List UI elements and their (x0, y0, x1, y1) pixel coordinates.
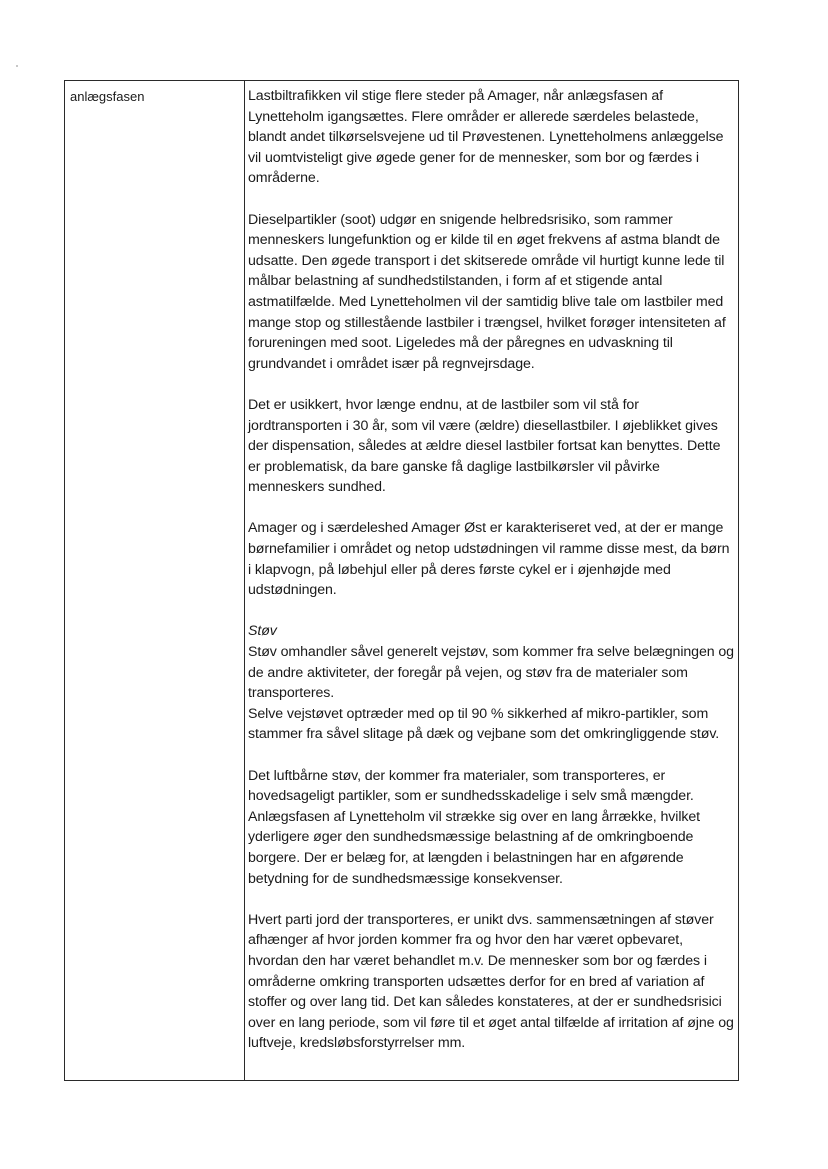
scan-speck (16, 65, 18, 67)
paragraph-luftbaarne-stov: Det luftbårne støv, der kommer fra materialer, som transporteres, er hovedsageligt partikler, som er sundhedsskadelige i selv små mængder. Anlægsfasen af Lynetteholm vil strække sig over en lang årrække, hvilket yderligere øger den sundhedsmæssige belastning af de omkringboende borgere. Der er belæg for, at længden i belastningen har en afgørende betydning for de sundhedsmæssige konsekvenser. (248, 767, 701, 887)
paragraph-jord-parti: Hvert parti jord der transporteres, er unikt dvs. sammensætningen af støver afhænger af hvor jorden kommer fra og hvor den har været opbevaret, hvordan den har været behandlet m.v. De mennesker som bor og færdes i områderne omkring transporten udsættes derfor for en bred af variation af stoffer og over lang tid. Det kan således konstateres, at der er sundhedsrisici over en lang periode, som vil føre til et øget antal tilfælde af irritation af øjne og luftveje, kredsløbsforstyrrelser mm. (248, 911, 734, 1052)
column-divider (244, 81, 245, 1080)
paragraph-dieselpartikler: Dieselpartikler (soot) udgør en snigende helbredsrisiko, som rammer menneskers lungefunktion og er kilde til en øget frekvens af astma blandt de udsatte. Den øgede transport i det skitserede område vil hurtigt kunne lede til målbar belastning af sundhedstilstanden, i form af et stigende antal astmatilfælde. Med Lynetteholmen vil der samtidig blive tale om lastbiler med mange stop og stillestående lastbiler i trængsel, hvilket forøger intensiteten af forureningen med soot. Ligeledes må der påregnes en udvaskning til grundvandet i området især på regnvejrsdage. (248, 211, 726, 372)
paragraph-stov-2: Selve vejstøvet optræder med op til 90 % sikkerhed af mikro-partikler, som stammer fra såvel slitage på dæk og vejbane som det omkringliggende støv. (248, 705, 720, 743)
paragraph-amager-ost: Amager og i særdeleshed Amager Øst er karakteriseret ved, at der er mange børnefamilier i området og netop udstødningen vil ramme disse mest, da børn i klapvogn, på løbehjul eller på deres første cykel er i øjenhøjde med udstødningen. (248, 520, 730, 599)
left-cell-label: anlægsfasen (70, 89, 145, 104)
document-table (64, 80, 739, 1081)
paragraph-lastbiltrafik: Lastbiltrafikken vil stige flere steder på Amager, når anlægsfasen af Lynetteholm igangsættes. Flere områder er allerede særdeles belastede, blandt andet tilkørselsvejene ud til Prøvestenen. Lynetteholmens anlæggelse vil uomtvisteligt give øgede gener for de mennesker, som bor og færdes i områderne. (248, 88, 724, 187)
paragraph-usikkert: Det er usikkert, hvor længe endnu, at de lastbiler som vil stå for jordtransporten i 30 år, som vil være (ældre) diesellastbiler. I øjeblikket gives der dispensation, således at ældre diesel lastbiler fortsat kan benyttes. Dette er problematisk, da bare ganske få daglige lastbilkørsler vil påvirke menneskers sundhed. (248, 396, 721, 496)
right-cell-body (248, 86, 734, 1054)
subheading-stov: Støv (248, 623, 277, 640)
paragraph-stov-1: Støv omhandler såvel generelt vejstøv, som kommer fra selve belægningen og de andre aktiviteter, der foregår på vejen, og støv fra de materialer som transporteres. (248, 644, 734, 702)
